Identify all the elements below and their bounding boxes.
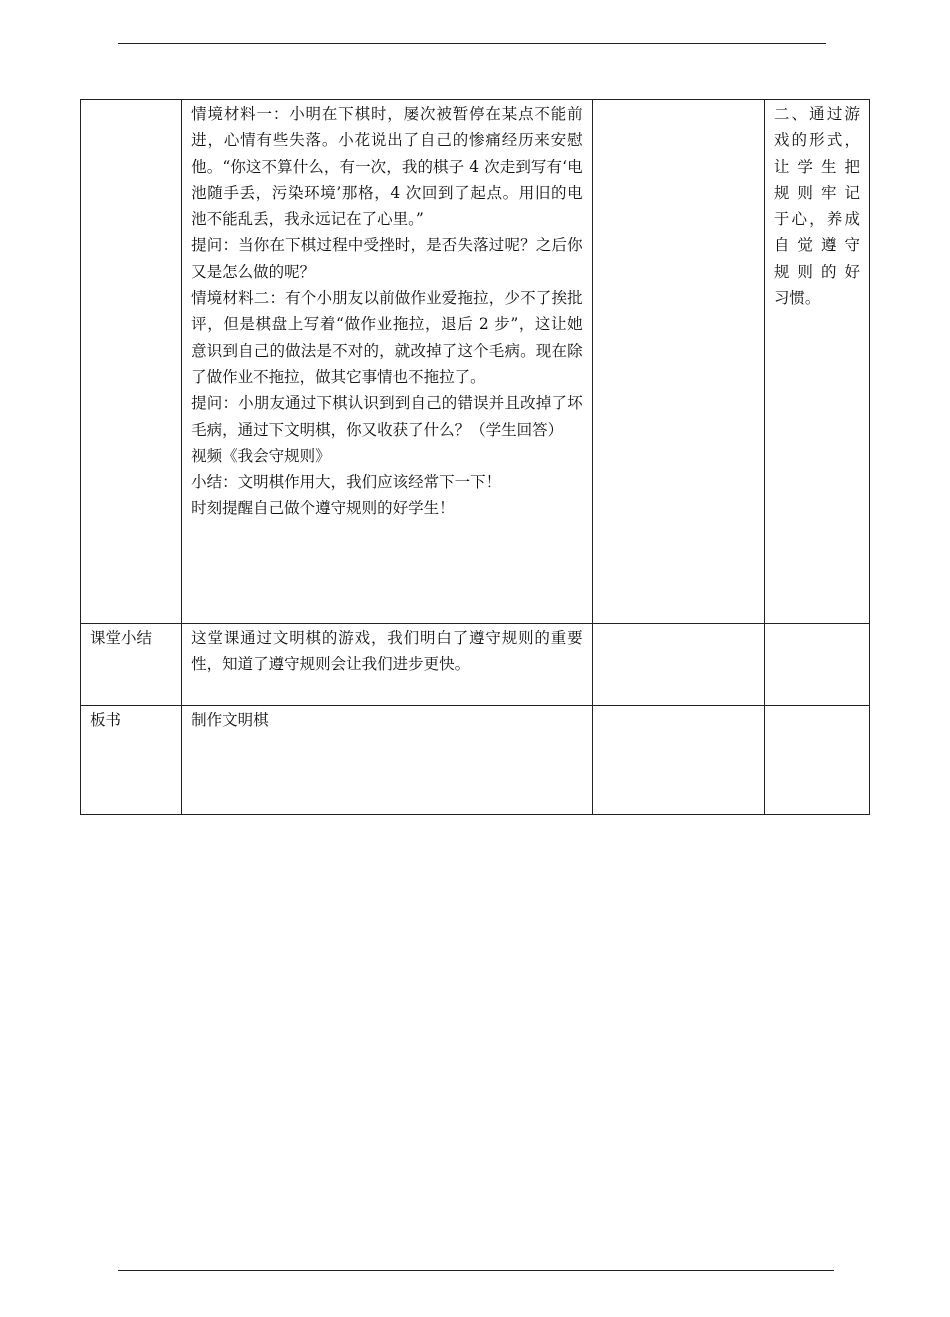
summary-line-two: 时刻提醒自己做个遵守规则的好学生！ <box>191 499 455 518</box>
situation-material-one: 情境材料一：小明在下棋时，屡次被暂停在某点不能前进，心情有些失落。小花说出了自己的惨痛经历来安慰他。“你这不算什么，有一次，我的棋子 4 次走到写有‘电池随手丢，污染环境’那格，4 次回到了起点。用旧的电池不能乱丢，我永远记在了心里。” <box>191 105 583 229</box>
header-rule <box>118 43 826 44</box>
question-two: 提问：小朋友通过下棋认识到到自己的错误并且改掉了坏毛病，通过下文明棋，你又收获了什么？（学生回答） <box>191 394 583 439</box>
footer-rule <box>118 1270 834 1271</box>
activity-content-cell <box>182 100 593 624</box>
activity-label-cell <box>81 100 182 624</box>
summary-content-cell <box>182 624 593 706</box>
activity-empty-cell <box>592 100 764 624</box>
board-empty-cell <box>764 706 869 815</box>
situation-material-two: 情境材料二：有个小朋友以前做作业爱拖拉，少不了挨批评，但是棋盘上写着“做作业拖拉，退后 2 步”，这让她意识到自己的做法是不对的，就改掉了这个毛病。现在除了做作业不拖拉，做其它事情也不拖拉了。 <box>191 289 583 386</box>
summary-empty-cell <box>764 624 869 706</box>
summary-text: 这堂课通过文明棋的游戏，我们明白了遵守规则的重要性，知道了遵守规则会让我们进步更快。 <box>191 629 583 674</box>
board-empty-cell <box>592 706 764 815</box>
intent-line: 二、通过游 <box>773 105 860 123</box>
summary-empty-cell <box>592 624 764 706</box>
table-row-activity <box>81 100 870 624</box>
intent-line: 规则的好 <box>773 262 860 281</box>
intent-line: 规则牢记 <box>773 183 860 202</box>
summary-label: 课堂小结 <box>81 624 182 706</box>
table-row-board <box>81 706 870 815</box>
intent-line: 自觉遵守 <box>773 236 860 255</box>
video-title: 视频《我会守规则》 <box>191 446 331 465</box>
board-text: 制作文明棋 <box>191 711 269 729</box>
board-label: 板书 <box>81 706 182 815</box>
lesson-plan-table <box>80 99 870 815</box>
design-intent-cell <box>764 100 869 624</box>
intent-line: 于心，养成 <box>773 210 860 229</box>
intent-line: 习惯。 <box>773 289 821 308</box>
table-row-summary <box>81 624 870 706</box>
question-one: 提问：当你在下棋过程中受挫时，是否失落过呢？之后你又是怎么做的呢？ <box>191 236 583 281</box>
summary-line-one: 小结：文明棋作用大，我们应该经常下一下！ <box>191 473 502 492</box>
intent-line: 让学生把 <box>773 157 860 176</box>
board-content-cell <box>182 706 593 815</box>
intent-line: 戏的形式， <box>773 131 860 150</box>
